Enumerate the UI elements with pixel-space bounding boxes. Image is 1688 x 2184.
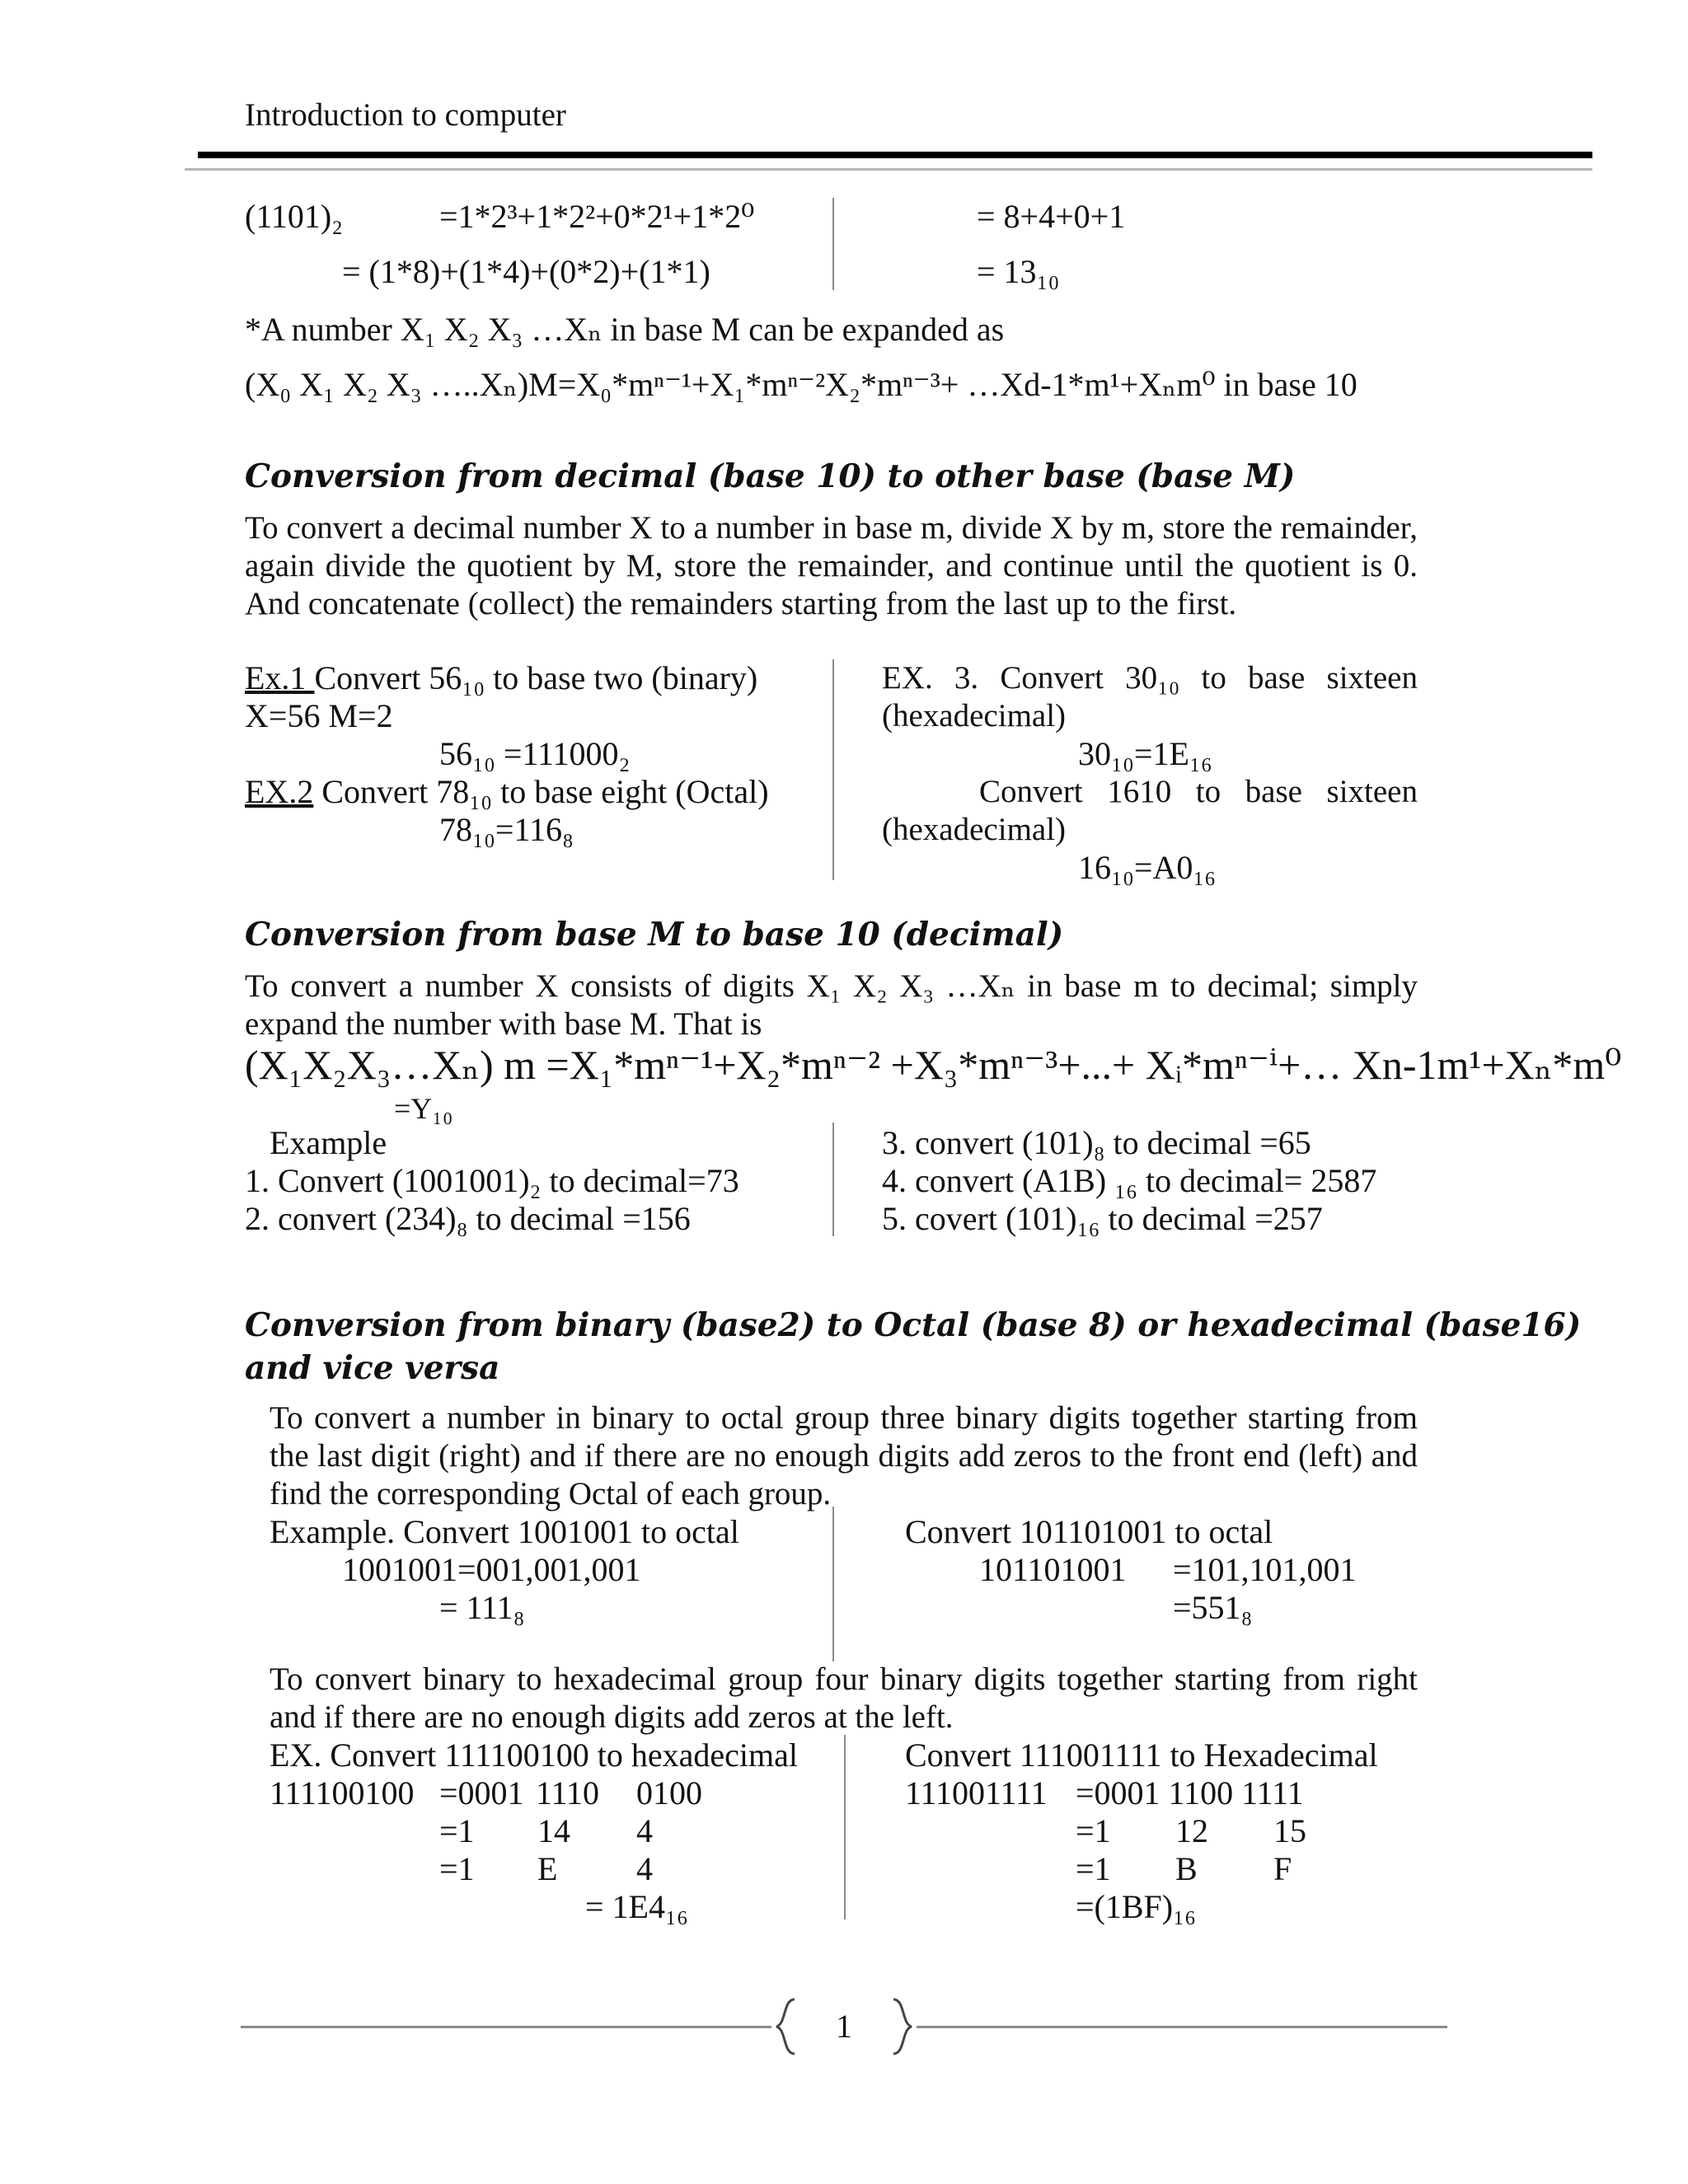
column-divider <box>832 659 834 880</box>
general-expansion-formula: (X₁X₂X₃…Xₙ) m =X₁*mⁿ⁻¹+X₂*mⁿ⁻² +X₃*mⁿ⁻³+...+ Xᵢ*mⁿ⁻ⁱ+… Xn-1m¹+Xₙ*m⁰ <box>245 1042 1622 1088</box>
section1-paragraph: To convert a decimal number X to a number in base m, divide X by m, store the remainder, again divide the quotient by M, store the remainder, and continue until the quotient is 0. And concatenate (collect) the remainders starting from the last up to the first. <box>245 510 1418 621</box>
octal-example-2-grouping: =101,101,001 <box>1173 1551 1357 1588</box>
conversion-example-3: 3. convert (101)₈ to decimal =65 <box>882 1124 1311 1161</box>
column-divider <box>832 1507 834 1661</box>
column-divider <box>832 198 834 290</box>
section-heading-base-m-to-decimal: Conversion from base M to base 10 (decimal) <box>245 916 1064 954</box>
section-heading-continuation: and vice versa <box>245 1349 500 1387</box>
sum-result: = 13₁₀ <box>977 253 1060 290</box>
conversion-example-4: 4. convert (A1B) ₁₆ to decimal= 2587 <box>882 1162 1377 1199</box>
page-number: 1 <box>836 2008 852 2045</box>
hex-example-2-groups: =0001 1100 1111 <box>1076 1774 1304 1811</box>
expansion-line-2: = (1*8)+(1*4)+(0*2)+(1*1) <box>342 253 710 290</box>
page-number-box <box>771 1996 917 2057</box>
binary-to-hex-paragraph: To convert binary to hexadecimal group four binary digits together starting from right and if there are no enough digits add zeros at the left. <box>270 1661 1418 1735</box>
section2-paragraph: To convert a number X consists of digits X₁ X₂ X₃ …Xₙ in base m to decimal; simply expand the number with base M. That is <box>245 968 1418 1042</box>
hex-example-2-value-3: 15 <box>1273 1812 1306 1849</box>
example-3-result: 30₁₀=1E₁₆ <box>1078 735 1212 772</box>
hex-example-1-digit-2: E <box>537 1850 558 1887</box>
expansion-formula: (X₀ X₁ X₂ X₃ …..Xₙ)M=X₀*mⁿ⁻¹+X₁*mⁿ⁻²X₂*mⁿ⁻³+ …Xd-1*m¹+Xₙm⁰ in base 10 <box>245 366 1357 403</box>
example-1-given: X=56 M=2 <box>245 697 393 734</box>
hex-example-2-digit-3: F <box>1273 1850 1292 1887</box>
hex-example-2-result: =(1BF)₁₆ <box>1076 1888 1197 1925</box>
hex-example-1-value-1: =1 <box>439 1812 475 1849</box>
column-divider <box>832 1122 834 1236</box>
hex-example-2-title: Convert 111001111 to Hexadecimal <box>905 1736 1378 1774</box>
octal-example-1-grouping: 1001001=001,001,001 <box>342 1551 641 1588</box>
column-divider <box>844 1735 846 1919</box>
binary-number: (1101)₂ <box>245 198 344 235</box>
sum-line: = 8+4+0+1 <box>977 198 1126 235</box>
octal-example-2-title: Convert 101101001 to octal <box>905 1513 1273 1550</box>
running-header: Introduction to computer <box>245 97 566 133</box>
conversion-example-1: 1. Convert (1001001)₂ to decimal=73 <box>245 1162 739 1199</box>
hex-example-2-digit-1: =1 <box>1076 1850 1111 1887</box>
expansion-line-1: =1*2³+1*2²+0*2¹+1*2⁰ <box>439 198 755 235</box>
hex-example-1-value-3: 4 <box>636 1812 653 1849</box>
example-2-result: 78₁₀=116₈ <box>439 811 574 848</box>
example-1-text: Convert 56₁₀ to base two (binary) <box>314 659 758 696</box>
conversion-example-2: 2. convert (234)₈ to decimal =156 <box>245 1200 691 1237</box>
example-3-text: EX. 3. Convert 30₁₀ to base sixteen (hexadecimal) <box>882 660 1418 733</box>
example-4-result: 16₁₀=A0₁₆ <box>1078 849 1217 886</box>
conversion-example-5: 5. covert (101)₁₆ to decimal =257 <box>882 1200 1323 1237</box>
octal-example-1-result: = 111₈ <box>439 1589 525 1626</box>
hex-example-1-number: 111100100 <box>270 1774 415 1811</box>
example-heading: Example <box>270 1124 387 1161</box>
hex-example-2-value-2: 12 <box>1175 1812 1208 1849</box>
hex-example-1-group-2: 1110 <box>536 1774 600 1811</box>
binary-to-octal-paragraph: To convert a number in binary to octal group three binary digits together starting from the last digit (right) and if there are no enough digits add zeros to the front end (left) and find the corresponding Octal of each group. <box>270 1400 1418 1511</box>
octal-example-2-number: 101101001 <box>979 1551 1127 1588</box>
hex-example-1-result: = 1E4₁₆ <box>585 1888 688 1925</box>
formula-result: =Y₁₀ <box>394 1092 453 1125</box>
header-rule-thin <box>185 168 1592 171</box>
example-4-text: Convert 1610 to base sixteen (hexadecimal) <box>882 774 1418 847</box>
example-1-line <box>245 659 757 697</box>
octal-example-1-title: Example. Convert 1001001 to octal <box>270 1513 739 1550</box>
hex-example-1-title: EX. Convert 111100100 to hexadecimal <box>270 1736 798 1774</box>
hex-example-2-number: 111001111 <box>905 1774 1048 1811</box>
section-heading-decimal-to-base-m: Conversion from decimal (base 10) to other base (base M) <box>245 457 1296 495</box>
hex-example-1-digit-3: 4 <box>636 1850 653 1887</box>
hex-example-2-value-1: =1 <box>1076 1812 1111 1849</box>
hex-example-1-value-2: 14 <box>537 1812 570 1849</box>
example-1-label: Ex.1 <box>245 659 315 696</box>
expansion-intro: *A number X₁ X₂ X₃ …Xₙ in base M can be expanded as <box>245 311 1005 348</box>
header-rule-thick <box>198 152 1592 158</box>
example-2-text: Convert 78₁₀ to base eight (Octal) <box>313 773 769 810</box>
octal-example-2-result: =551₈ <box>1173 1589 1253 1626</box>
hex-example-2-digit-2: B <box>1175 1850 1198 1887</box>
hex-example-1-group-1: =0001 <box>439 1774 524 1811</box>
example-2-label: EX.2 <box>245 773 314 810</box>
hex-example-1-group-3: 0100 <box>636 1774 702 1811</box>
hex-example-1-digit-1: =1 <box>439 1850 475 1887</box>
section-heading-binary-octal-hex: Conversion from binary (base2) to Octal (base 8) or hexadecimal (base16) <box>245 1306 1582 1344</box>
example-2-line <box>245 773 769 811</box>
example-1-result: 56₁₀ =111000₂ <box>439 735 631 772</box>
